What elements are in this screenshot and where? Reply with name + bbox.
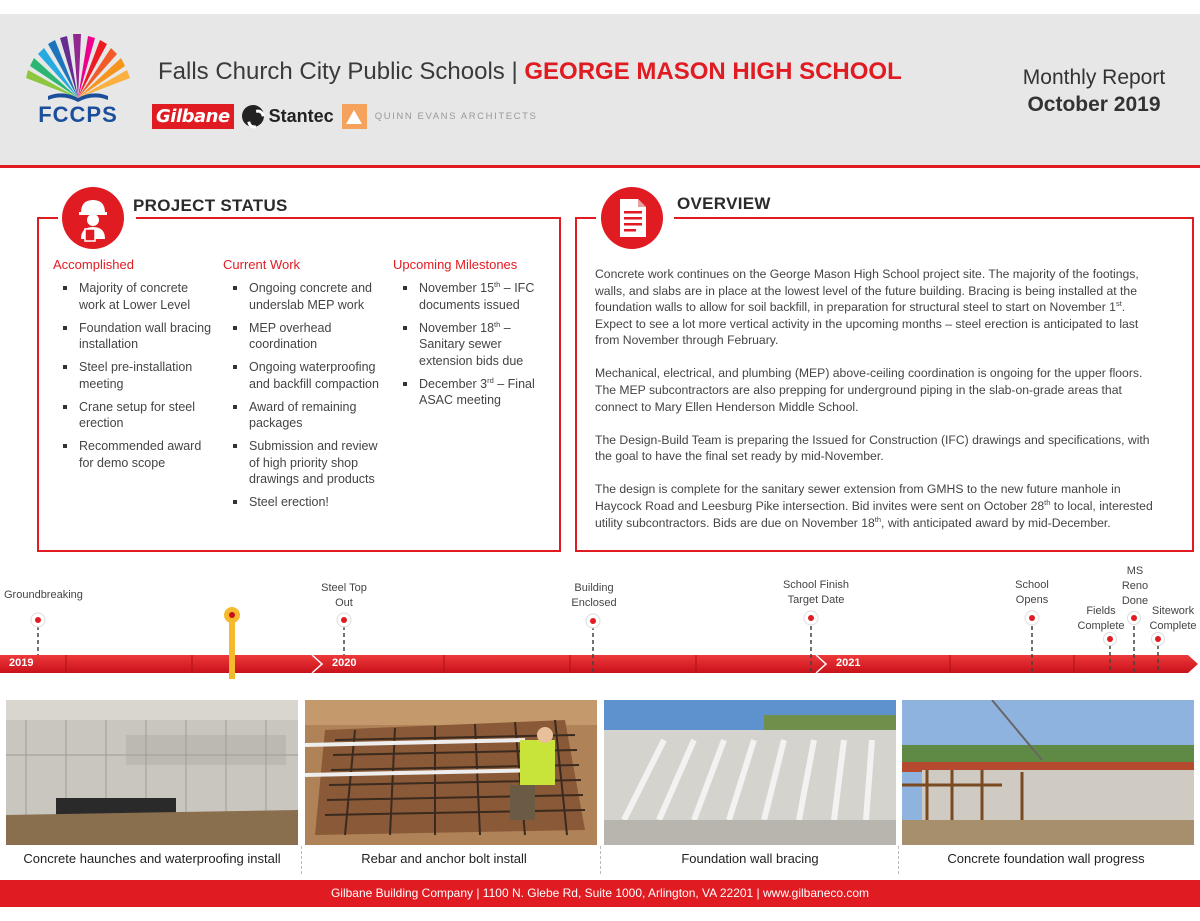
header-divider	[0, 165, 1200, 168]
list-item: Steel pre-installation meeting	[53, 359, 213, 392]
milestone-school-finish: School Finish Target Date	[782, 579, 850, 606]
overview-paragraph: The Design-Build Team is preparing the Issued for Construction (IFC) drawings and specifications, with the goal to have the final set ready by mid-November.	[595, 432, 1150, 464]
page-title	[158, 58, 902, 86]
quinn-evans-name: QUINN EVANS ARCHITECTS	[374, 110, 538, 122]
milestone-fields-complete: Fields Complete	[1077, 605, 1125, 632]
quinn-evans-logo	[342, 104, 538, 129]
list-item: MEP overhead coordination	[223, 320, 383, 353]
gilbane-logo: Gilbane	[152, 104, 234, 129]
milestone-groundbreaking: Groundbreaking	[4, 589, 83, 601]
list-item: Majority of concrete work at Lower Level	[53, 280, 213, 313]
list-item: Recommended award for demo scope	[53, 438, 213, 471]
accomplished-heading: Accomplished	[53, 257, 134, 272]
overview-paragraph: Mechanical, electrical, and plumbing (MEP) above-ceiling coordination is ongoing for the upper floors. The MEP subcontractors are also prepping for underground piping in the slab-on-grade areas that connect to Mary Ellen Henderson Middle School.	[595, 366, 1143, 414]
photo-rebar-install	[305, 700, 597, 845]
current-work-heading: Current Work	[223, 257, 301, 272]
overview-body	[595, 266, 1165, 548]
milestone-steel-top-out: Steel Top Out	[321, 582, 367, 609]
list-item: Crane setup for steel erection	[53, 399, 213, 432]
fccps-logo-text: FCCPS	[38, 102, 118, 127]
worker-icon	[62, 187, 124, 249]
current-work-column	[223, 257, 383, 517]
milestone-school-opens: School Opens	[1015, 579, 1049, 606]
list-item: Ongoing concrete and underslab MEP work	[223, 280, 383, 313]
partner-logos	[152, 101, 537, 131]
photo-wall-bracing	[604, 700, 896, 845]
org-title: Falls Church City Public Schools	[158, 58, 505, 85]
stantec-logo	[242, 105, 334, 127]
report-date: October 2019	[1027, 93, 1161, 116]
year-2021: 2021	[836, 657, 861, 669]
list-item: December 3rd – Final ASAC meeting	[393, 376, 543, 409]
list-item: Steel erection!	[223, 494, 383, 511]
list-item: November 15th – IFC documents issued	[393, 280, 543, 313]
upcoming-milestones-heading: Upcoming Milestones	[393, 257, 518, 272]
school-name: GEORGE MASON HIGH SCHOOL	[524, 58, 902, 85]
year-2020: 2020	[332, 657, 357, 669]
milestone-building-enclosed: Building Enclosed	[571, 582, 617, 609]
document-icon	[601, 187, 663, 249]
list-item: Submission and review of high priority shop drawings and products	[223, 438, 383, 488]
title-separator: |	[511, 58, 518, 85]
overview-title: OVERVIEW	[677, 194, 771, 213]
year-2019: 2019	[9, 657, 34, 669]
accomplished-column	[53, 257, 213, 478]
photo-caption: Rebar and anchor bolt install	[361, 851, 527, 866]
fccps-logo-icon	[22, 32, 134, 102]
caption-divider	[600, 846, 601, 874]
overview-paragraph: Concrete work continues on the George Mason High School project site. The majority of the footings, walls, and slabs are in place at the lowest level of the future building. Bracing is being installed at the foundation walls to allow for soil backfill, in preparation for structural steel to start on November 1st. Expect to see a lot more vertical activity in the upcoming months – steel erection is anticipated to last from November through February.	[595, 267, 1139, 348]
project-status-title: PROJECT STATUS	[133, 196, 288, 215]
report-label: Monthly Report	[1022, 66, 1166, 89]
milestone-sitework-complete: Sitework Complete	[1149, 605, 1197, 632]
photo-caption: Concrete haunches and waterproofing install	[23, 851, 281, 866]
caption-divider	[301, 846, 302, 874]
upcoming-milestones-column	[393, 257, 543, 415]
stantec-icon	[242, 105, 264, 127]
photo-foundation-wall	[902, 700, 1194, 845]
quinn-evans-icon	[342, 104, 367, 129]
photo-caption: Foundation wall bracing	[681, 851, 819, 866]
photo-caption: Concrete foundation wall progress	[947, 851, 1145, 866]
overview-paragraph: The design is complete for the sanitary sewer extension from GMHS to the new future manhole in Haycock Road and Leesburg Pike intersection. Bid invites were sent on October 28th to local, interested utility subcontractors. Bids are due on November 18th, with anticipated award by mid-December.	[595, 482, 1153, 530]
list-item: Ongoing waterproofing and backfill compaction	[223, 359, 383, 392]
page-footer: Gilbane Building Company | 1100 N. Glebe Rd, Suite 1000, Arlington, VA 22201 | www.gilbaneco.com	[0, 880, 1200, 907]
caption-divider	[898, 846, 899, 874]
list-item: Award of remaining packages	[223, 399, 383, 432]
milestone-ms-reno-done: MS Reno Done	[1121, 565, 1149, 607]
timeline-bar	[0, 655, 1198, 673]
stantec-name: Stantec	[268, 105, 334, 126]
list-item: November 18th – Sanitary sewer extension bids due	[393, 320, 543, 370]
photo-concrete-haunches	[6, 700, 298, 845]
list-item: Foundation wall bracing installation	[53, 320, 213, 353]
